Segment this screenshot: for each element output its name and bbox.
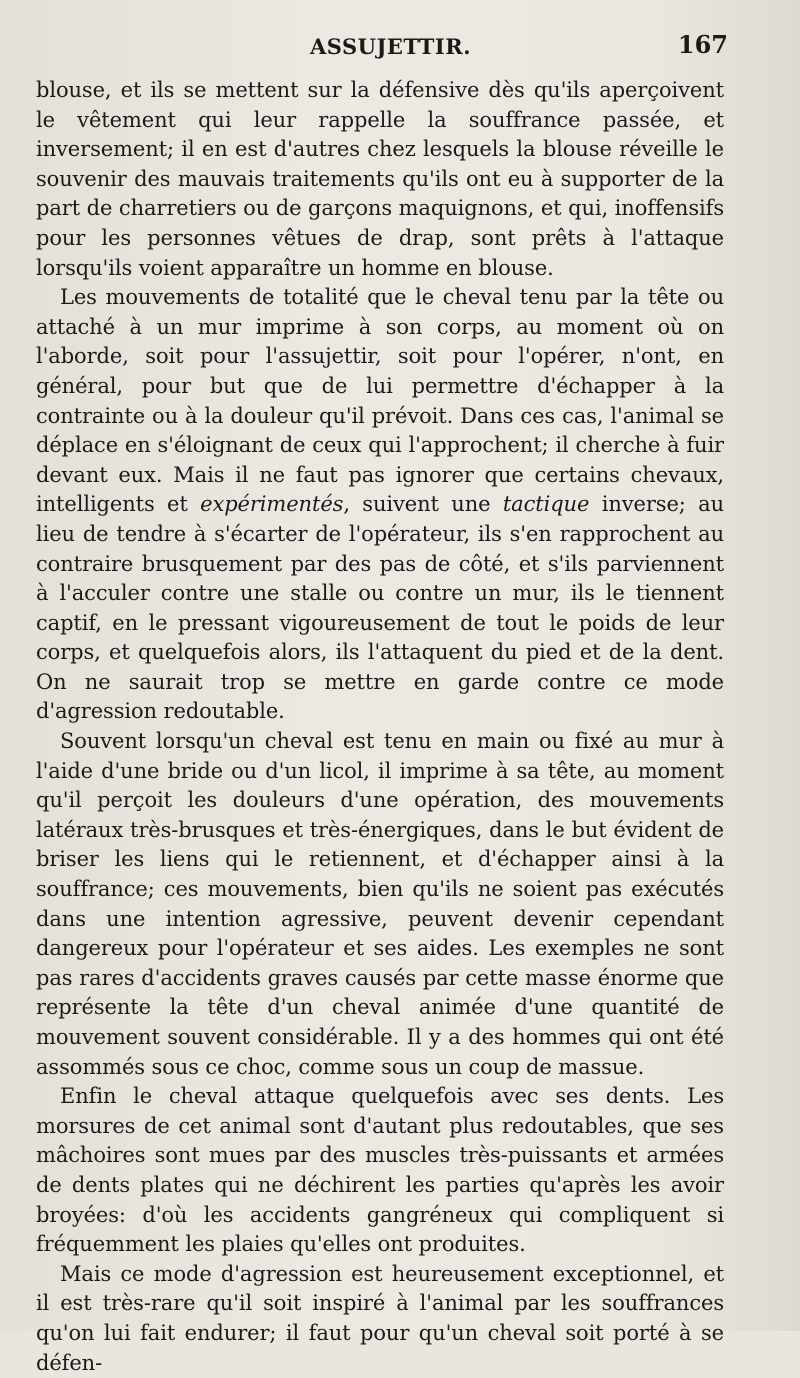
body-text <box>36 76 724 1378</box>
paragraph-2-part-1: Les mouvements de totalité que le cheval tenu par la tête ou attaché à un mur imprime à son corps, au moment où on l'aborde, soit pour l'assujettir, soit pour l'opérer, n'ont, en général, pour but que de lui permettre d'échapper à la contrainte ou à la douleur qu'il prévoit. Dans ces cas, l'animal se déplace en s'éloignant de ceux qui l'approchent; il cherche à fuir devant eux. Mais il ne faut pas ignorer que certains chevaux, intelligents et <box>36 285 724 517</box>
paragraph-2-emphasis-1: expérimentés <box>200 492 344 517</box>
paragraph-5: Mais ce mode d'agression est heureusement exceptionnel, et il est très-rare qu'il soit inspiré à l'animal par les souffrances qu'on lui fait endurer; il faut pour qu'un cheval soit porté à se défen- <box>36 1261 724 1375</box>
paragraph-2-emphasis-2: tactique <box>502 492 590 517</box>
page-header <box>36 28 728 76</box>
page-number: 167 <box>677 30 728 59</box>
paragraph-2-part-2: , suivent une <box>343 492 503 517</box>
paragraph-3: Souvent lorsqu'un cheval est tenu en main ou fixé au mur à l'aide d'une bride ou d'un licol, il imprime à sa tête, au moment qu'il perçoit les douleurs d'une opération, des mouvements latéraux très-brusques et très-énergiques, dans le but évident de briser les liens qui le retiennent, et d'échapper ainsi à la souffrance; ces mouvements, bien qu'ils ne soient pas exécutés dans une intention agressive, peuvent devenir cependant dangereux pour l'opérateur et ses aides. Les exemples ne sont pas rares d'accidents graves causés par cette masse énorme que représente la tête d'un cheval animée d'une quantité de mouvement souvent considérable. Il y a des hommes qui ont été assommés sous ce choc, comme sous un coup de massue. <box>36 729 724 1079</box>
paragraph-2-part-3: inverse; au lieu de tendre à s'écarter de l'opérateur, ils s'en rapprochent au contraire brusquement par des pas de côté, et s'ils parviennent à l'acculer contre une stalle ou contre un mur, ils le tiennent captif, en le pressant vigoureusement de tout le poids de leur corps, et quelquefois alors, ils l'attaquent du pied et de la dent. On ne saurait trop se mettre en garde contre ce mode d'agression redoutable. <box>36 492 724 724</box>
paragraph-4: Enfin le cheval attaque quelquefois avec ses dents. Les morsures de cet animal sont d'autant plus redoutables, que ses mâchoires sont mues par des muscles très-puissants et armées de dents plates qui ne déchirent les parties qu'après les avoir broyées: d'où les accidents gangréneux qui compliquent si fréquemment les plaies qu'elles ont produites. <box>36 1084 724 1257</box>
paragraph-2 <box>36 283 724 727</box>
paragraph-1: blouse, et ils se mettent sur la défensive dès qu'ils aperçoivent le vêtement qui leur rappelle la souffrance passée, et inversement; il en est d'autres chez lesquels la blouse réveille le souvenir des mauvais traitements qu'ils ont eu à supporter de la part de charretiers ou de garçons maquignons, et qui, inoffensifs pour les personnes vêtues de drap, sont prêts à l'attaque lorsqu'ils voient apparaître un homme en blouse. <box>36 78 724 280</box>
running-title: ASSUJETTIR. <box>310 34 472 59</box>
